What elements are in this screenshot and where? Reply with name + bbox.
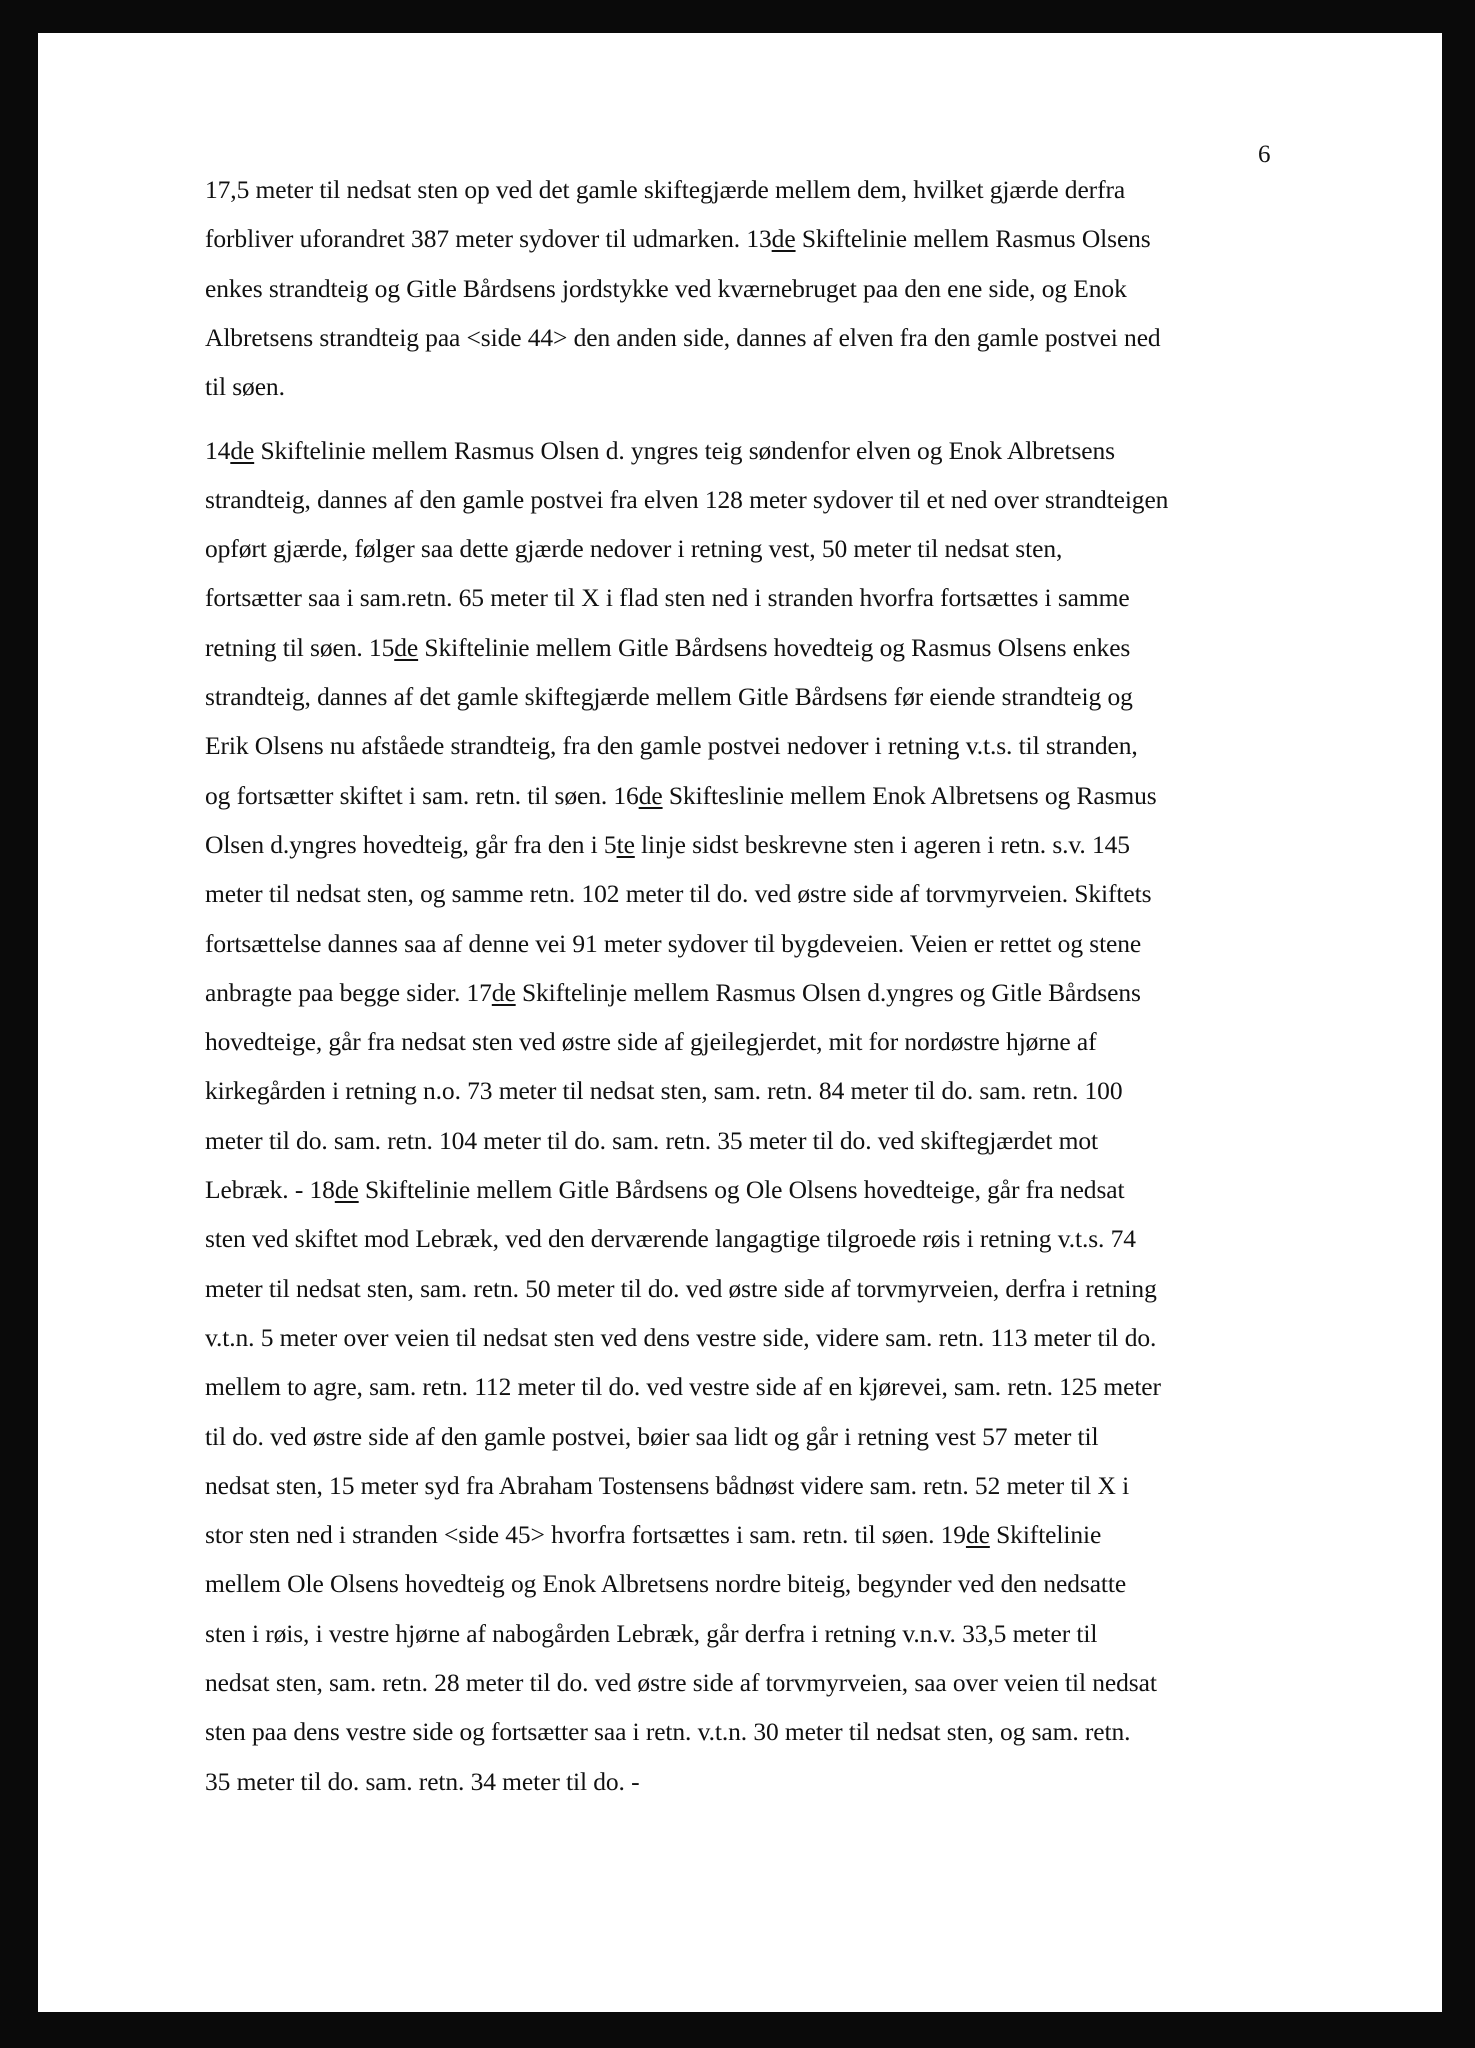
text-line: sten paa dens vestre side og fortsætter saa i retn. v.t.n. 30 meter til nedsat sten, og sam. retn. bbox=[205, 1717, 1131, 1747]
text-line: 17,5 meter til nedsat sten op ved det gamle skiftegjærde mellem dem, hvilket gjærde derfra bbox=[205, 175, 1126, 204]
text-line: meter til nedsat sten, sam. retn. 50 meter til do. ved østre side af torvmyrveien, derfra i retning bbox=[205, 1273, 1157, 1303]
ordinal-suffix: de bbox=[230, 435, 255, 465]
text-line: opført gjærde, følger saa dette gjærde nedover i retning vest, 50 meter til nedsat sten, bbox=[205, 534, 1063, 564]
text-line: stor sten ned i stranden <side 45> hvorfra fortsættes i sam. retn. til søen. 19de Skiftelinie bbox=[205, 1520, 1102, 1550]
text-line: strandteig, dannes af den gamle postvei fra elven 128 meter sydover til et ned over strandteigen bbox=[205, 484, 1169, 514]
ordinal-suffix: de bbox=[965, 1520, 990, 1550]
ordinal-suffix: de bbox=[771, 224, 796, 254]
text-line: Erik Olsens nu afståede strandteig, fra den gamle postvei nedover i retning v.t.s. til stranden, bbox=[205, 731, 1138, 761]
text-line: meter til do. sam. retn. 104 meter til do. sam. retn. 35 meter til do. ved skiftegjærdet mot bbox=[205, 1125, 1099, 1155]
text-line: kirkegården i retning n.o. 73 meter til nedsat sten, sam. retn. 84 meter til do. sam. retn. 100 bbox=[205, 1076, 1123, 1106]
text-line: til søen. bbox=[205, 372, 285, 402]
text-line: Olsen d.yngres hovedteig, går fra den i 5te linje sidst beskrevne sten i ageren i retn. s.v. 145 bbox=[205, 829, 1130, 859]
text-line: sten i røis, i vestre hjørne af nabogården Lebræk, går derfra i retning v.n.v. 33,5 meter til bbox=[205, 1618, 1098, 1648]
ordinal-suffix: de bbox=[638, 780, 663, 810]
text-line: hovedteige, går fra nedsat sten ved østre side af gjeilegjerdet, mit for nordøstre hjørne af bbox=[205, 1027, 1097, 1057]
text-line: 35 meter til do. sam. retn. 34 meter til do. - bbox=[205, 1766, 640, 1796]
text-line: strandteig, dannes af det gamle skiftegjærde mellem Gitle Bårdsens før eiende strandteig og bbox=[205, 682, 1133, 711]
text-line: retning til søen. 15de Skiftelinie mellem Gitle Bårdsens hovedteig og Rasmus Olsens enkes bbox=[205, 632, 1131, 662]
page-number: 6 bbox=[1258, 141, 1271, 168]
ordinal-suffix: de bbox=[334, 1175, 359, 1204]
text-line: nedsat sten, sam. retn. 28 meter til do. ved østre side af torvmyrveien, saa over veien til nedsat bbox=[205, 1668, 1157, 1697]
text-line: v.t.n. 5 meter over veien til nedsat sten ved dens vestre side, videre sam. retn. 113 meter til do. bbox=[205, 1322, 1157, 1352]
text-line: forbliver uforandret 387 meter sydover til udmarken. 13de Skiftelinie mellem Rasmus Olsens bbox=[205, 224, 1151, 254]
text-line: enkes strandteig og Gitle Bårdsens jordstykke ved kværnebruget paa den ene side, og Enok bbox=[205, 273, 1127, 303]
text-line: og fortsætter skiftet i sam. retn. til søen. 16de Skifteslinie mellem Enok Albretsens og Rasmus bbox=[205, 780, 1157, 810]
text-line: mellem Ole Olsens hovedteig og Enok Albretsens nordre biteig, begynder ved den nedsatte bbox=[205, 1569, 1127, 1599]
text-line: Albretsens strandteig paa <side 44> den anden side, dannes af elven fra den gamle postvei ned bbox=[205, 322, 1161, 352]
text-line: fortsætter saa i sam.retn. 65 meter til X i flad sten ned i stranden hvorfra fortsættes i samme bbox=[205, 583, 1130, 613]
text-line: Lebræk. - 18de Skiftelinie mellem Gitle Bårdsens og Ole Olsens hovedteige, går fra nedsat bbox=[205, 1175, 1125, 1204]
ordinal-suffix: de bbox=[394, 632, 419, 662]
text-line: fortsættelse dannes saa af denne vei 91 meter sydover til bygdeveien. Veien er rettet og stene bbox=[205, 928, 1142, 958]
text-line: nedsat sten, 15 meter syd fra Abraham Tostensens bådnøst videre sam. retn. 52 meter til X i bbox=[205, 1470, 1130, 1500]
text-line: meter til nedsat sten, og samme retn. 102 meter til do. ved østre side af torvmyrveien. Skiftets bbox=[205, 879, 1152, 909]
ordinal-suffix: te bbox=[616, 829, 635, 859]
text-line: mellem to agre, sam. retn. 112 meter til do. ved vestre side af en kjørevei, sam. retn. 125 meter bbox=[205, 1372, 1161, 1402]
text-line: 14de Skiftelinie mellem Rasmus Olsen d. yngres teig søndenfor elven og Enok Albretsens bbox=[205, 435, 1115, 465]
ordinal-suffix: de bbox=[491, 977, 516, 1007]
text-line: anbragte paa begge sider. 17de Skiftelinje mellem Rasmus Olsen d.yngres og Gitle Bårdsens bbox=[205, 977, 1141, 1007]
document-page bbox=[38, 33, 1442, 2012]
text-line: sten ved skiftet mod Lebræk, ved den derværende langagtige tilgroede røis i retning v.t.s. 74 bbox=[205, 1224, 1136, 1254]
text-line: til do. ved østre side af den gamle postvei, bøier saa lidt og går i retning vest 57 meter til bbox=[205, 1421, 1099, 1451]
